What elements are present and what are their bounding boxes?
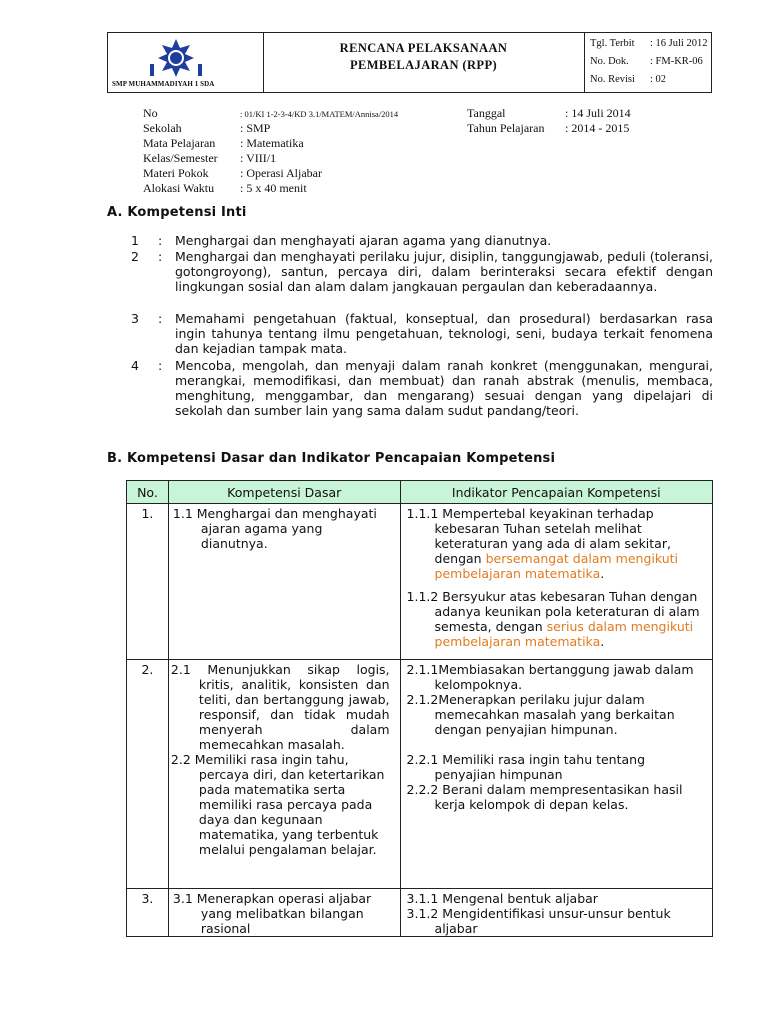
info-label: Sekolah xyxy=(143,121,182,135)
ki-item xyxy=(131,358,713,433)
section-b-title: B. Kompetensi Dasar dan Indikator Pencapaian Kompetensi xyxy=(107,451,556,466)
indicator-text: 2.2.1 Memiliki rasa ingin tahu tentang penyajian himpunan xyxy=(406,752,646,782)
info-label: Alokasi Waktu xyxy=(143,181,215,195)
indicator-highlight: serius dalam mengikuti pembelajaran matematika xyxy=(434,619,694,649)
info-row xyxy=(143,121,398,136)
indicator-text xyxy=(407,589,706,649)
kd-text: 2.1 Menunjukkan sikap logis, kritis, analitik, konsisten dan teliti, dan bertanggung jawab, responsif, dan tidak mudah menyerah dalam memecahkan masalah. xyxy=(170,662,390,752)
indicator-cell xyxy=(400,889,712,937)
ki-text: Mencoba, mengolah, dan menyaji dalam ranah konkret (menggunakan, mengurai, merangkai, memodifikasi, dan membuat) dan ranah abstrak (menulis, membaca, menghitung, menggambar, dan mengarang) sesuai dengan yang dipelajari di sekolah dan sumber lain yang sama dalam sudut pandang/teori. xyxy=(175,358,713,418)
row-number: 2. xyxy=(127,660,169,889)
info-row xyxy=(143,151,398,166)
col-header-kd: Kompetensi Dasar xyxy=(168,481,400,504)
info-row xyxy=(143,136,398,151)
document-header xyxy=(107,32,712,93)
logo-cell xyxy=(108,33,264,92)
info-value: : 01/KI 1-2-3-4/KD 3.1/MATEM/Annisa/2014 xyxy=(240,109,399,119)
ki-text: Memahami pengetahuan (faktual, konseptual, dan prosedural) berdasarkan rasa ingin tahunya tentang ilmu pengetahuan, teknologi, seni, budaya terkait fenomena dan kejadian tampak mata. xyxy=(175,311,713,356)
ki-number: 4 xyxy=(131,358,139,373)
school-logo-icon xyxy=(146,38,206,78)
info-value: : 5 x 40 menit xyxy=(240,181,307,195)
info-label: Mata Pelajaran xyxy=(143,136,216,150)
indicator-cell xyxy=(400,504,712,660)
info-value: : Matematika xyxy=(240,136,304,150)
indicator-text: 2.1.2Menerapkan perilaku jujur dalam memecahkan masalah yang berkaitan dengan penyajian himpunan. xyxy=(406,692,675,737)
indicator-text: 2.1.1Membiasakan bertanggung jawab dalam kelompoknya. xyxy=(406,662,694,692)
info-value: : Operasi Aljabar xyxy=(240,166,322,180)
ki-colon: : xyxy=(158,311,163,326)
ki-number: 2 xyxy=(131,249,139,264)
ki-item xyxy=(131,311,713,356)
info-row xyxy=(143,181,398,196)
info-label: Kelas/Semester xyxy=(143,151,218,165)
ki-colon: : xyxy=(158,358,163,373)
info-row xyxy=(467,121,631,136)
indicator-text: 3.1.1 Mengenal bentuk aljabar xyxy=(406,891,598,906)
table-row xyxy=(127,889,713,937)
info-label: Tanggal xyxy=(467,106,506,120)
section-a-title: A. Kompetensi Inti xyxy=(107,205,247,220)
indicator-main: 1.1.1 Mempertebal keyakinan terhadap kebesaran Tuhan setelah melihat keteraturan yang ada di alam sekitar, dengan xyxy=(406,506,671,566)
row-number: 1. xyxy=(127,504,169,660)
table-header-row xyxy=(127,481,713,504)
meta-row xyxy=(590,74,666,85)
ki-text: Menghargai dan menghayati perilaku jujur, disiplin, tanggungjawab, peduli (toleransi, gotongroyong), santun, percaya diri, dalam berinteraksi secara efektif dengan lingkungan sosial dan alam dalam jangkauan pergaulan dan keberadaannya. xyxy=(175,249,713,294)
kd-text: 3.1 Menerapkan operasi aljabar yang melibatkan bilangan rasional xyxy=(172,891,372,936)
info-value: : 2014 - 2015 xyxy=(565,121,630,135)
meta-value: : 16 Juli 2012 xyxy=(650,38,708,49)
meta-row xyxy=(590,38,707,49)
competency-table xyxy=(126,480,713,937)
indicator-main: 1.1.2 Bersyukur atas kebesaran Tuhan dengan adanya keunikan pola keteraturan di alam semesta, dengan xyxy=(406,589,700,634)
col-header-no: No. xyxy=(127,481,169,504)
meta-value: : FM-KR-06 xyxy=(650,56,703,67)
ki-text: Menghargai dan menghayati ajaran agama yang dianutnya. xyxy=(175,233,552,248)
table-row xyxy=(127,504,713,660)
meta-label: Tgl. Terbit xyxy=(590,38,635,49)
col-header-indicator: Indikator Pencapaian Kompetensi xyxy=(400,481,712,504)
meta-value: : 02 xyxy=(650,74,667,85)
ki-number: 1 xyxy=(131,233,139,248)
kd-text: 2.2 Memiliki rasa ingin tahu, percaya diri, dan ketertarikan pada matematika serta memiliki rasa percaya pada daya dan kegunaan matematika, yang terbentuk melalui pengalaman belajar. xyxy=(170,752,385,857)
indicator-cell xyxy=(400,660,712,889)
info-value: : SMP xyxy=(240,121,271,135)
row-number: 3. xyxy=(127,889,169,937)
info-row xyxy=(467,106,631,121)
meta-label: No. Dok. xyxy=(590,56,629,67)
indicator-text: 2.2.2 Berani dalam mempresentasikan hasil kerja kelompok di depan kelas. xyxy=(406,782,683,812)
ki-colon: : xyxy=(158,233,163,248)
ki-colon: : xyxy=(158,249,163,264)
indicator-post: . xyxy=(600,566,605,581)
info-label: No xyxy=(143,106,158,120)
kd-text: 1.1 Menghargai dan menghayati ajaran agama yang dianutnya. xyxy=(172,506,377,551)
info-row xyxy=(143,166,398,181)
kd-cell xyxy=(168,889,400,937)
info-value: : VIII/1 xyxy=(240,151,277,165)
info-left xyxy=(143,106,398,196)
info-label: Materi Pokok xyxy=(143,166,209,180)
meta-cell xyxy=(584,33,711,92)
indicator-text xyxy=(407,506,706,581)
meta-label: No. Revisi xyxy=(590,74,635,85)
meta-row xyxy=(590,56,703,67)
indicator-text: 3.1.2 Mengidentifikasi unsur-unsur bentuk aljabar xyxy=(406,906,671,936)
title-cell xyxy=(263,33,585,92)
document-title-line2: PEMBELAJARAN (RPP) xyxy=(349,58,498,72)
kd-cell xyxy=(168,660,400,889)
info-row xyxy=(143,106,398,121)
indicator-highlight: bersemangat dalam mengikuti pembelajaran matematika xyxy=(434,551,678,581)
table-row xyxy=(127,660,713,889)
info-label: Tahun Pelajaran xyxy=(467,121,545,135)
info-value: : 14 Juli 2014 xyxy=(565,106,631,120)
kd-cell xyxy=(168,504,400,660)
document-title-line1: RENCANA PELAKSANAAN xyxy=(339,41,508,55)
school-name: SMP MUHAMMADIYAH 1 SDA xyxy=(112,80,215,88)
ki-number: 3 xyxy=(131,311,139,326)
info-right xyxy=(467,106,631,136)
indicator-post: . xyxy=(600,634,605,649)
ki-item xyxy=(131,233,713,248)
ki-item xyxy=(131,249,713,309)
